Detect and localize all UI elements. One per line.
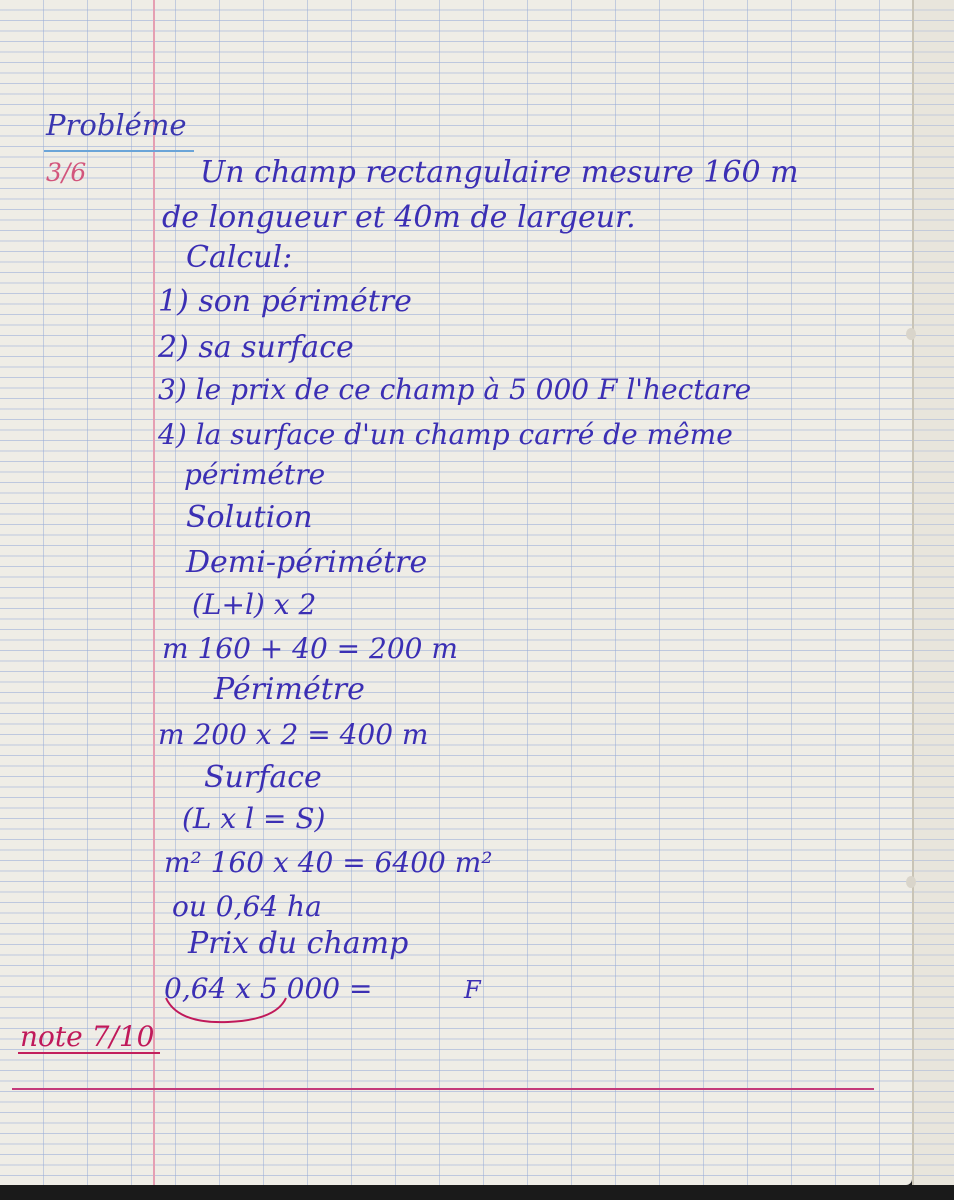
margin-line xyxy=(153,0,155,1185)
step-formula-perimeter: (L+l) x 2 xyxy=(192,588,317,621)
step-calc-perimeter: m 200 x 2 = 400 m xyxy=(158,718,429,751)
step-price-unit: F xyxy=(464,976,481,1004)
step-heading-half-perimeter: Demi-périmétre xyxy=(186,545,428,580)
step-conversion-hectare: ou 0,64 ha xyxy=(172,890,322,923)
step-heading-perimeter: Périmétre xyxy=(214,672,365,707)
step-calc-half-perimeter: m 160 + 40 = 200 m xyxy=(162,632,458,665)
question-4-continued: périmétre xyxy=(184,458,326,491)
step-heading-surface: Surface xyxy=(204,760,322,795)
step-calc-surface: m² 160 x 40 = 6400 m² xyxy=(164,846,493,879)
title-underline xyxy=(44,150,194,152)
grade-mark: note 7/10 xyxy=(20,1020,155,1053)
step-calc-price: 0,64 x 5 000 = xyxy=(164,972,373,1005)
step-formula-surface: (L x l = S) xyxy=(182,802,326,835)
problem-title: Probléme xyxy=(46,108,187,142)
step-heading-price: Prix du champ xyxy=(188,926,409,961)
question-4: 4) la surface d'un champ carré de même xyxy=(158,418,733,451)
binding-hole xyxy=(906,328,916,340)
instruction: Calcul: xyxy=(186,240,293,275)
next-page-edge xyxy=(912,0,954,1185)
question-1: 1) son périmétre xyxy=(158,284,412,319)
score-mark: 3/6 xyxy=(46,158,87,187)
statement-line-2: de longueur et 40m de largeur. xyxy=(162,200,636,235)
question-3: 3) le prix de ce champ à 5 000 F l'hectare xyxy=(158,373,752,406)
question-2: 2) sa surface xyxy=(158,330,354,365)
solution-heading: Solution xyxy=(186,500,313,535)
teacher-circle-mark xyxy=(158,990,298,1030)
statement-line-1: Un champ rectangulaire mesure 160 m xyxy=(200,155,799,190)
binding-hole xyxy=(906,876,916,888)
end-rule xyxy=(12,1088,874,1090)
